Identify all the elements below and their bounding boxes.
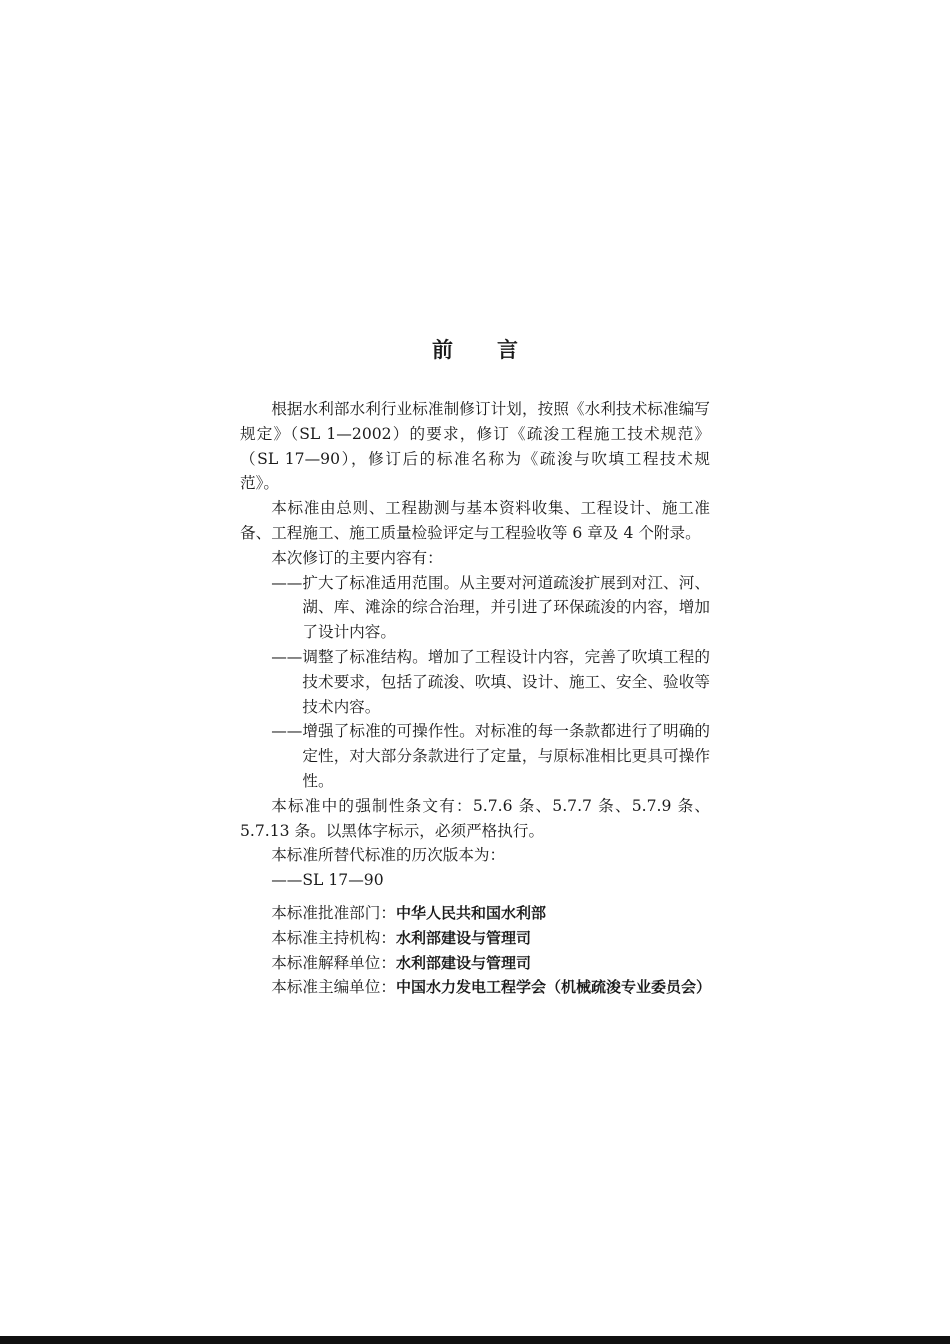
- responsible-units: [240, 901, 710, 1000]
- info-row-approval: [240, 901, 710, 926]
- info-label: 本标准批准部门：: [271, 903, 396, 922]
- dash-marker: ——: [271, 573, 303, 592]
- page-title: 前言: [432, 338, 562, 362]
- list-item-text: 增强了标准的可操作性。对标准的每一条款都进行了明确的定性，对大部分条款进行了定量，与原标准相比更具可操作性。: [302, 722, 710, 790]
- list-item: [240, 571, 710, 645]
- dash-marker: ——: [271, 722, 303, 741]
- paragraph-revision-basis: 根据水利部水利行业标准制修订计划，按照《水利技术标准编写规定》（SL 1—2002）的要求，修订《疏浚工程施工技术规范》（SL 17—90），修订后的标准名称为《疏浚与吹填工程技术规范》。: [240, 400, 710, 493]
- list-item: [240, 719, 710, 793]
- info-label: 本标准主编单位：: [271, 978, 396, 997]
- list-item-text: 扩大了标准适用范围。从主要对河道疏浚扩展到对江、河、湖、库、滩涂的综合治理，并引进了环保疏浚的内容，增加了设计内容。: [302, 573, 710, 642]
- info-row-host: [240, 926, 710, 951]
- replaced-version: ——SL 17—90: [271, 871, 384, 890]
- paragraph-mandatory-clauses: 本标准中的强制性条文有：5.7.6 条、5.7.7 条、5.7.9 条、5.7.13 条。以黑体字标示，必须严格执行。: [240, 796, 710, 840]
- info-value: 中华人民共和国水利部: [395, 903, 546, 922]
- info-label: 本标准主持机构：: [271, 928, 396, 947]
- preface-body: [240, 397, 710, 1000]
- paragraph-structure: 本标准由总则、工程勘测与基本资料收集、工程设计、施工准备、工程施工、施工质量检验评定与工程验收等 6 章及 4 个附录。: [240, 499, 710, 542]
- list-item-text: 调整了标准结构。增加了工程设计内容，完善了吹填工程的技术要求，包括了疏浚、吹填、设计、施工、安全、验收等技术内容。: [302, 647, 710, 716]
- info-value: 水利部建设与管理司: [395, 953, 531, 972]
- info-row-interpretation: [240, 951, 710, 976]
- paragraph-replaced-intro: 本标准所替代标准的历次版本为：: [271, 846, 506, 865]
- dash-marker: ——: [271, 647, 303, 666]
- info-row-chief-editor: [240, 975, 710, 1000]
- scan-bottom-edge: [0, 1336, 950, 1344]
- paragraph-revision-intro: 本次修订的主要内容有：: [271, 548, 443, 567]
- list-item: [240, 645, 710, 719]
- info-label: 本标准解释单位：: [271, 953, 396, 972]
- info-value: 中国水力发电工程学会（机械疏浚专业委员会）: [395, 978, 711, 997]
- info-value: 水利部建设与管理司: [395, 928, 531, 947]
